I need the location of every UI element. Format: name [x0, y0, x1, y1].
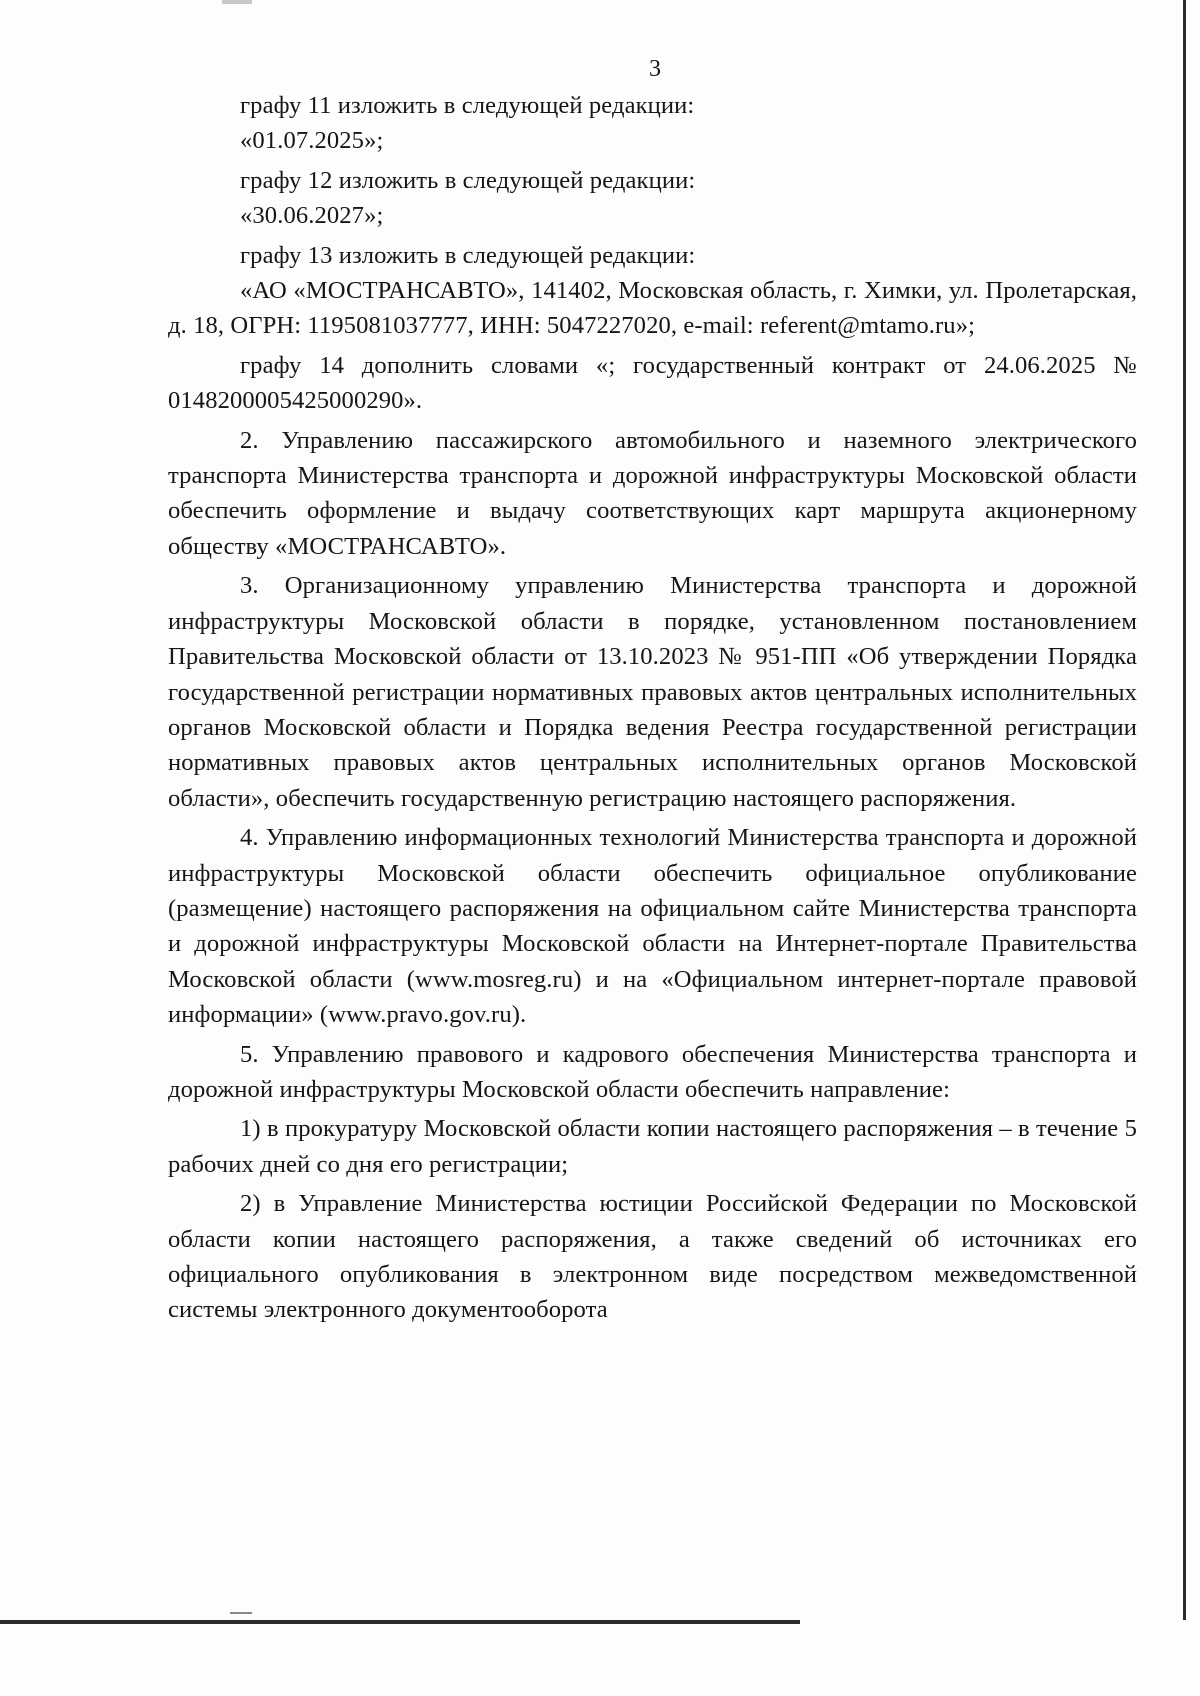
scan-edge-right	[1183, 0, 1186, 1620]
paragraph-grafa-12: графу 12 изложить в следующей редакции:	[240, 166, 696, 194]
paragraph-grafa-12-value: «30.06.2027»;	[240, 202, 384, 230]
scan-mark-bottom	[230, 1612, 252, 1614]
document-body	[168, 88, 1137, 1328]
page-number: 3	[649, 56, 661, 82]
paragraph-grafa-11-value: «01.07.2025»;	[240, 127, 384, 155]
paragraph-item-4: 4. Управлению информационных технологий Министерства транспорта и дорожной инфраструктуры Московской области обеспечить официальное опубликование (размещение) настоящего распоряжения на официальном сайте Министерства транспорта и дорожной инфраструктуры Московской области на Интернет-портале Правительства Московской области (www.mosreg.ru) и на «Официальном интернет-портале правовой информации» (www.pravo.gov.ru).	[168, 824, 1137, 1029]
scan-mark-top	[222, 0, 252, 4]
scan-edge-bottom	[0, 1620, 800, 1624]
paragraph-item-5: 5. Управлению правового и кадрового обеспечения Министерства транспорта и дорожной инфраструктуры Московской области обеспечить направление:	[168, 1040, 1137, 1103]
paragraph-grafa-13: графу 13 изложить в следующей редакции:	[240, 241, 696, 269]
paragraph-item-2: 2. Управлению пассажирского автомобильного и наземного электрического транспорта Министерства транспорта и дорожной инфраструктуры Московской области обеспечить оформление и выдачу соответствующих карт маршрута акционерному обществу «МОСТРАНСАВТО».	[168, 426, 1137, 560]
paragraph-item-5-1: 1) в прокуратуру Московской области копии настоящего распоряжения – в течение 5 рабочих дней со дня его регистрации;	[168, 1115, 1137, 1178]
paragraph-grafa-11: графу 11 изложить в следующей редакции:	[240, 92, 695, 119]
paragraph-grafa-14: графу 14 дополнить словами «; государственный контракт от 24.06.2025 № 0148200005425000290».	[168, 351, 1137, 415]
paragraph-grafa-13-value: «АО «МОСТРАНСАВТО», 141402, Московская область, г. Химки, ул. Пролетарская, д. 18, ОГРН: 1195081037777, ИНН: 5047227020, e-mail: referent@mtamo.ru»;	[168, 277, 1137, 340]
paragraph-item-5-2: 2) в Управление Министерства юстиции Российской Федерации по Московской области копии настоящего распоряжения, а также сведений об источниках его официального опубликования в электронном виде посредством межведомственной системы электронного документооборота	[168, 1190, 1137, 1324]
paragraph-item-3: 3. Организационному управлению Министерства транспорта и дорожной инфраструктуры Московской области в порядке, установленном постановлением Правительства Московской области от 13.10.2023 № 951-ПП «Об утверждении Порядка государственной регистрации нормативных правовых актов центральных исполнительных органов Московской области и Порядка ведения Реестра государственной регистрации нормативных правовых актов центральных исполнительных органов Московской области», обеспечить государственную регистрацию настоящего распоряжения.	[168, 572, 1137, 812]
